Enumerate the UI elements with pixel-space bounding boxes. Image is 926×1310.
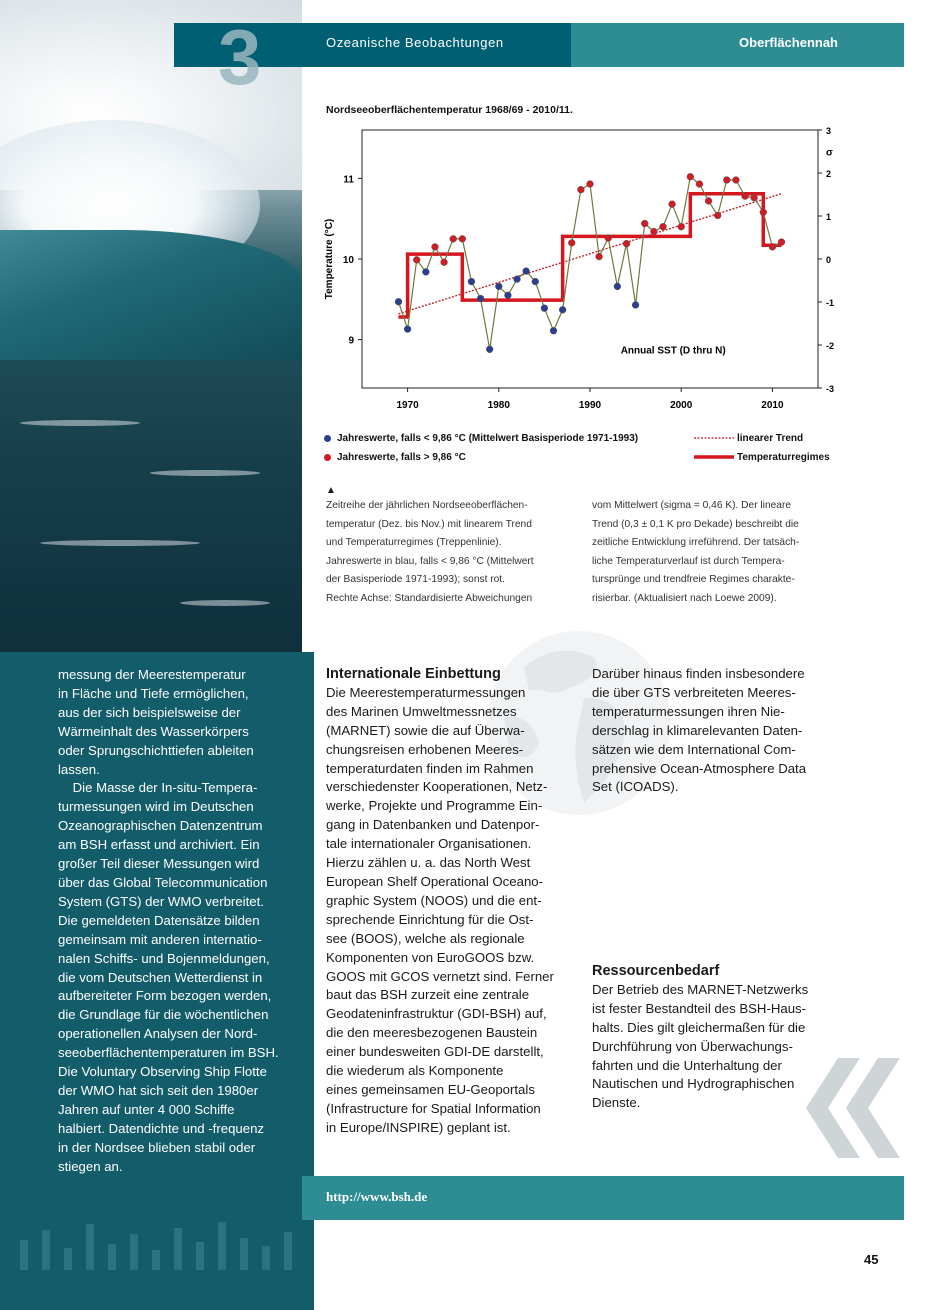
body-line: Nautischen und Hydrographischen <box>592 1076 795 1092</box>
body-line: gemeinsam mit anderen internatio- <box>58 931 262 947</box>
body-line: turmessungen wird im Deutschen <box>58 799 254 815</box>
data-point <box>505 292 512 299</box>
body-line: des Marinen Umweltmessnetzes <box>326 703 517 719</box>
y2-tick-label: -2 <box>826 341 835 351</box>
data-point <box>687 173 694 180</box>
left-column-text <box>58 666 279 1176</box>
x-tick-label: 2000 <box>670 400 693 411</box>
body-line: Wärmeinhalt des Wasserkörpers <box>58 723 249 739</box>
body-line: GOOS mit GCOS vernetzt sind. Ferner <box>326 968 554 984</box>
data-point <box>577 186 584 193</box>
legend-red <box>324 452 466 463</box>
data-point <box>742 193 749 200</box>
middle-column <box>326 665 554 1138</box>
caption-line: Trend (0,3 ± 0,1 K pro Dekade) beschreibt die <box>592 518 799 530</box>
data-point <box>751 194 758 201</box>
data-point <box>486 346 493 353</box>
data-point <box>769 244 776 251</box>
body-line: Jahren auf unter 4 000 Schiffe <box>58 1101 235 1117</box>
body-line: Die Masse der In-situ-Tempera- <box>58 780 258 796</box>
y2-axis-label: σ <box>826 147 833 159</box>
body-line: die wiederum als Komponente <box>326 1063 504 1079</box>
body-line: (MARNET) sowie die auf Überwa- <box>326 722 525 738</box>
body-line: aufbereiteter Form bezogen werden, <box>58 988 272 1004</box>
data-point <box>523 268 530 275</box>
body-line: prehensive Ocean-Atmosphere Data <box>592 760 807 776</box>
caption-line: temperatur (Dez. bis Nov.) mit linearem Trend <box>326 518 532 530</box>
website-link[interactable]: http://www.bsh.de <box>326 1189 428 1204</box>
photo-foam <box>40 540 200 546</box>
data-point <box>468 278 475 285</box>
blue-dot-icon <box>324 435 331 442</box>
legend-trend-label: linearer Trend <box>737 433 804 444</box>
body-line: sprechende Einrichtung für die Ost- <box>326 911 534 927</box>
caption-line: Jahreswerte in blau, falls < 9,86 °C (Mittelwert <box>326 555 534 567</box>
body-line: Dienste. <box>592 1095 641 1111</box>
caption-line: vom Mittelwert (sigma = 0,46 K). Der lineare <box>592 500 792 511</box>
body-line: halbiert. Datendichte und -frequenz <box>58 1120 265 1136</box>
photo-foam <box>150 470 260 476</box>
photo-wave <box>0 230 302 360</box>
data-point <box>459 235 466 242</box>
caption-line: risierbar. (Aktualisiert nach Loewe 2009). <box>592 592 777 604</box>
y2-tick-label: 3 <box>826 126 832 136</box>
body-line: Set (ICOADS). <box>592 779 679 795</box>
body-line: (Infrastructure for Spatial Information <box>326 1100 541 1116</box>
regime-line-icon <box>694 452 734 462</box>
body-line: die den meeresbezogenen Baustein <box>326 1025 538 1041</box>
body-line: der WMO hat sich seit den 1980er <box>58 1082 259 1098</box>
body-line: aus der sich beispielsweise der <box>58 704 241 720</box>
right-column <box>592 665 806 797</box>
data-point <box>778 239 785 246</box>
data-point <box>568 239 575 246</box>
data-point <box>432 244 439 251</box>
x-tick-label: 1990 <box>578 400 602 411</box>
caption-line: liche Temperaturverlauf ist durch Tempera- <box>592 555 785 567</box>
body-line: Hierzu zählen u. a. das North West <box>326 855 531 871</box>
body-line: European Shelf Operational Oceano- <box>326 873 544 889</box>
y-tick-label: 9 <box>348 335 354 347</box>
data-point <box>413 256 420 263</box>
data-point <box>514 276 521 283</box>
y2-tick-label: 0 <box>826 255 832 265</box>
body-line: über das Global Telecommunication <box>58 874 268 890</box>
legend-red-label: Jahreswerte, falls > 9,86 °C <box>337 452 466 463</box>
caption-line: Rechte Achse: Standardisierte Abweichungen <box>326 592 533 604</box>
body-line: graphic System (NOOS) und die ent- <box>326 892 542 908</box>
heading-internationale-einbettung: Internationale Einbettung <box>326 666 501 682</box>
x-tick-label: 1970 <box>396 400 419 411</box>
right-column-intro <box>592 665 806 797</box>
data-point <box>422 269 429 276</box>
chevron-left-icon <box>798 1058 906 1158</box>
chart-annotation: Annual SST (D thru N) <box>620 345 726 357</box>
body-line: Die gemeldeten Datensätze bilden <box>58 912 260 928</box>
body-line: tale internationaler Organisationen. <box>326 836 532 852</box>
body-line: Der Betrieb des MARNET-Netzwerks <box>592 981 809 997</box>
body-line: Darüber hinaus finden insbesondere <box>592 666 805 681</box>
body-line: Ozeanographischen Datenzentrum <box>58 818 263 834</box>
data-point <box>559 306 566 313</box>
middle-column-body <box>326 684 554 1138</box>
body-line: lassen. <box>58 761 100 777</box>
body-line: in der Nordsee blieben stabil oder <box>58 1139 256 1155</box>
data-point <box>696 181 703 188</box>
body-line: die über GTS verbreiteten Meeres- <box>592 684 796 700</box>
data-point <box>441 259 448 266</box>
body-line: Durchführung von Überwachungs- <box>592 1038 793 1054</box>
body-line: am BSH erfasst und archiviert. Ein <box>58 837 260 853</box>
caption-line: und Temperaturregimes (Treppenlinie). <box>326 537 502 548</box>
x-tick-label: 1980 <box>487 400 510 411</box>
data-point <box>641 220 648 227</box>
y2-tick-label: -1 <box>826 298 835 308</box>
data-point <box>614 283 621 290</box>
figure-caption-right <box>592 497 799 608</box>
data-point <box>678 223 685 230</box>
body-line: sätzen wie dem International Com- <box>592 741 796 757</box>
body-line: messung der Meerestemperatur <box>58 667 246 682</box>
data-point <box>587 181 594 188</box>
caption-line: zeitliche Entwicklung irreführend. Der tatsäch- <box>592 537 800 548</box>
data-point <box>733 177 740 184</box>
body-line: nalen Schiffs- und Bojenmeldungen, <box>58 950 270 966</box>
y-axis-label: Temperature (°C) <box>324 218 335 300</box>
legend-blue <box>324 433 638 444</box>
data-point <box>450 235 457 242</box>
data-point <box>723 177 730 184</box>
body-line: in Europe/INSPIRE) geplant ist. <box>326 1119 511 1135</box>
legend-regime-label: Temperaturregimes <box>737 452 830 463</box>
right-column-body <box>592 981 808 1113</box>
data-point <box>550 327 557 334</box>
body-line: seeoberflächentemperaturen im BSH. <box>58 1045 279 1061</box>
body-line: werke, Projekte und Programme Ein- <box>326 798 543 814</box>
y-tick-label: 10 <box>342 255 354 266</box>
body-line: temperaturmessungen ihren Nie- <box>592 703 785 719</box>
chapter-number: 3 <box>218 13 262 101</box>
figure-caption-left <box>326 497 534 608</box>
data-point <box>660 223 667 230</box>
data-point <box>541 305 548 312</box>
body-line: baut das BSH zurzeit eine zentrale <box>326 987 530 1003</box>
body-line: verschiedenster Kooperationen, Netz- <box>326 779 548 795</box>
x-tick-label: 2010 <box>761 400 784 411</box>
data-point <box>760 209 767 216</box>
data-point <box>714 212 721 219</box>
red-dot-icon <box>324 454 331 461</box>
body-line: chungsreisen erhobenen Meeres- <box>326 741 524 757</box>
right-column-section <box>592 962 808 1113</box>
photo-foam <box>180 600 270 606</box>
body-line: derschlag in klimarelevanten Daten- <box>592 722 803 738</box>
y-tick-label: 11 <box>343 174 354 186</box>
body-line: die Grundlage für die wöchentlichen <box>58 1007 269 1023</box>
data-point <box>623 240 630 247</box>
photo-foam <box>20 420 140 426</box>
body-line: temperaturdaten finden im Rahmen <box>326 760 534 776</box>
body-line: Die Voluntary Observing Ship Flotte <box>58 1064 267 1080</box>
trend-line-icon <box>694 433 734 443</box>
subsection-title: Oberflächennah <box>739 35 838 50</box>
body-line: ist fester Bestandteil des BSH-Haus- <box>592 1000 807 1016</box>
figure-marker: ▲ <box>326 485 336 496</box>
body-line: die vom Deutschen Wetterdienst in <box>58 969 263 985</box>
body-line: großer Teil dieser Messungen wird <box>58 856 260 872</box>
body-line: fahrten und die Unterhaltung der <box>592 1057 782 1073</box>
data-point <box>404 326 411 333</box>
y2-tick-label: 1 <box>826 212 832 222</box>
caption-line: Zeitreihe der jährlichen Nordseeoberflächen- <box>326 500 528 511</box>
page-number: 45 <box>864 1252 879 1267</box>
body-line: Die Meerestemperaturmessungen <box>326 684 526 700</box>
body-line: see (BOOS), welche als regionale <box>326 930 525 946</box>
data-point <box>532 278 539 285</box>
caption-line: der Basisperiode 1971-1993); sonst rot. <box>326 574 505 585</box>
body-line: halts. Dies gilt gleichermaßen für die <box>592 1019 806 1035</box>
data-point <box>605 235 612 242</box>
body-line: einer bundesweiten GDI-DE darstellt, <box>326 1044 544 1060</box>
data-point <box>596 253 603 260</box>
legend-blue-label: Jahreswerte, falls < 9,86 °C (Mittelwert Basisperiode 1971-1993) <box>337 433 639 444</box>
section-title: Ozeanische Beobachtungen <box>326 35 504 50</box>
data-point <box>669 201 676 208</box>
body-line: gang in Datenbanken und Datenpor- <box>326 817 540 833</box>
data-point <box>705 198 712 205</box>
body-line: System (GTS) der WMO verbreitet. <box>58 893 264 909</box>
caption-line: tursprünge und trendfreie Regimes charakte- <box>592 574 795 585</box>
sst-series-line <box>398 177 781 350</box>
decorative-bars <box>12 1220 302 1270</box>
body-line: Geodateninfrastruktur (GDI-BSH) auf, <box>326 1006 547 1022</box>
body-line: operationellen Analysen der Nord- <box>58 1026 258 1042</box>
body-line: eines gemeinsamen EU-Geoportals <box>326 1081 535 1097</box>
y2-tick-label: 2 <box>826 169 832 179</box>
sst-chart <box>318 126 858 416</box>
data-point <box>477 295 484 302</box>
data-point <box>395 298 402 305</box>
data-point <box>650 228 657 235</box>
body-line: Komponenten von EuroGOOS bzw. <box>326 949 535 965</box>
body-line: oder Sprungschichttiefen ableiten <box>58 742 254 758</box>
body-line: stiegen an. <box>58 1158 123 1174</box>
heading-ressourcenbedarf: Ressourcenbedarf <box>592 963 720 979</box>
data-point <box>495 283 502 290</box>
y2-tick-label: -3 <box>826 384 835 394</box>
figure-title: Nordseeoberflächentemperatur 1968/69 - 2010/11. <box>326 104 573 116</box>
body-line: in Fläche und Tiefe ermöglichen, <box>58 685 249 701</box>
data-point <box>632 302 639 309</box>
